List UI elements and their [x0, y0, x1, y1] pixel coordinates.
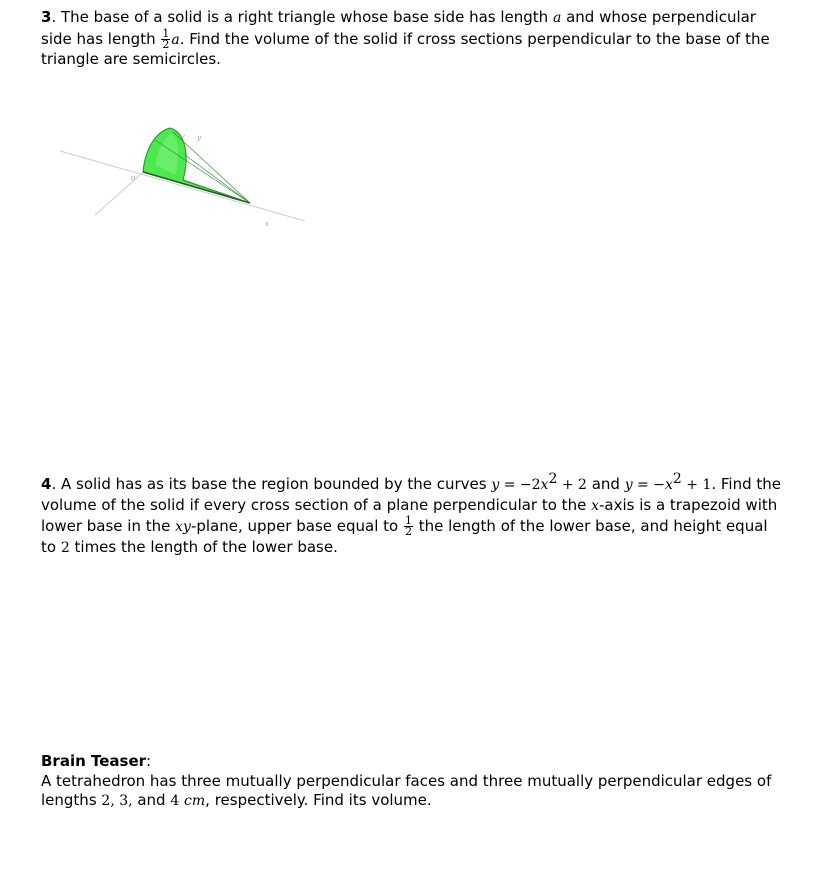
half-cone-solid-figure: [55, 120, 315, 230]
eq2-part-a: = −: [632, 477, 665, 493]
solid-base-edge: [143, 172, 250, 203]
problem-4-text-5: the length of the lower base, and height equal to: [41, 517, 768, 556]
problem-3: [41, 8, 781, 70]
text-and: and: [586, 475, 625, 493]
problem-4: [41, 470, 781, 558]
problem-4-text-3: -axis is a trapezoid with lower base in the: [41, 495, 778, 535]
var-a: a: [171, 31, 180, 48]
fraction-one-half: [161, 26, 170, 51]
origin-label: o: [131, 174, 136, 182]
brain-teaser: [41, 752, 781, 812]
problem-4-text-2: . Find the volume of the solid if every cross section of a plane perpendicular to the: [41, 475, 782, 514]
eq1-lhs: y: [491, 477, 500, 493]
fraction-numerator: 1: [162, 26, 170, 40]
fraction-denominator: 2: [404, 525, 412, 538]
problem-4-text-4: -plane, upper base equal to: [190, 517, 403, 535]
var-xy: xy: [175, 519, 191, 535]
brain-teaser-text-2: and: [132, 791, 171, 809]
edge-lengths: 2, 3,: [101, 793, 133, 809]
problem-3-number: 3: [41, 8, 52, 26]
problem-4-text-6: times the length of the lower base.: [69, 537, 338, 556]
eq1-x: x: [540, 477, 549, 493]
eq2-lhs: y: [624, 477, 633, 493]
edge-length-4: 4: [170, 793, 180, 809]
eq1-exponent: 2: [548, 471, 558, 487]
brain-teaser-heading: [41, 752, 781, 772]
eq2-exponent: 2: [672, 471, 682, 487]
var-x: x: [591, 497, 599, 514]
brain-teaser-text-1: A tetrahedron has three mutually perpendicular faces and three mutually perpendicular edges of lengths: [41, 771, 772, 809]
brain-teaser-colon: :: [146, 752, 152, 770]
x-axis-label: x: [265, 220, 269, 228]
eq1-part-a: = −2: [499, 477, 541, 493]
unit-cm: cm: [184, 793, 206, 809]
value-2: 2: [60, 539, 70, 556]
problem-3-text-1: . The base of a solid is a right triangle whose base side has length: [51, 8, 553, 26]
fraction-numerator: 1: [404, 514, 412, 527]
fraction-one-half: [404, 516, 413, 537]
brain-teaser-title: Brain Teaser: [41, 752, 147, 770]
problem-4-number: 4: [41, 475, 52, 493]
problem-3-text-2: and whose perpendicular side has length: [41, 8, 756, 48]
fraction-denominator: 2: [162, 37, 170, 51]
problem-3-text-3: . Find the volume of the solid if cross sections perpendicular to the base of the triangle are semicircles.: [41, 29, 770, 68]
brain-teaser-text-3: , respectively. Find its volume.: [205, 791, 432, 809]
y-axis-label: y: [197, 134, 201, 142]
eq2-part-b: + 1: [681, 477, 712, 493]
var-a: a: [552, 10, 562, 26]
eq1-part-b: + 2: [557, 477, 587, 493]
eq2-x: x: [664, 477, 673, 493]
problem-4-text-1: . A solid has as its base the region bounded by the curves: [51, 475, 492, 493]
